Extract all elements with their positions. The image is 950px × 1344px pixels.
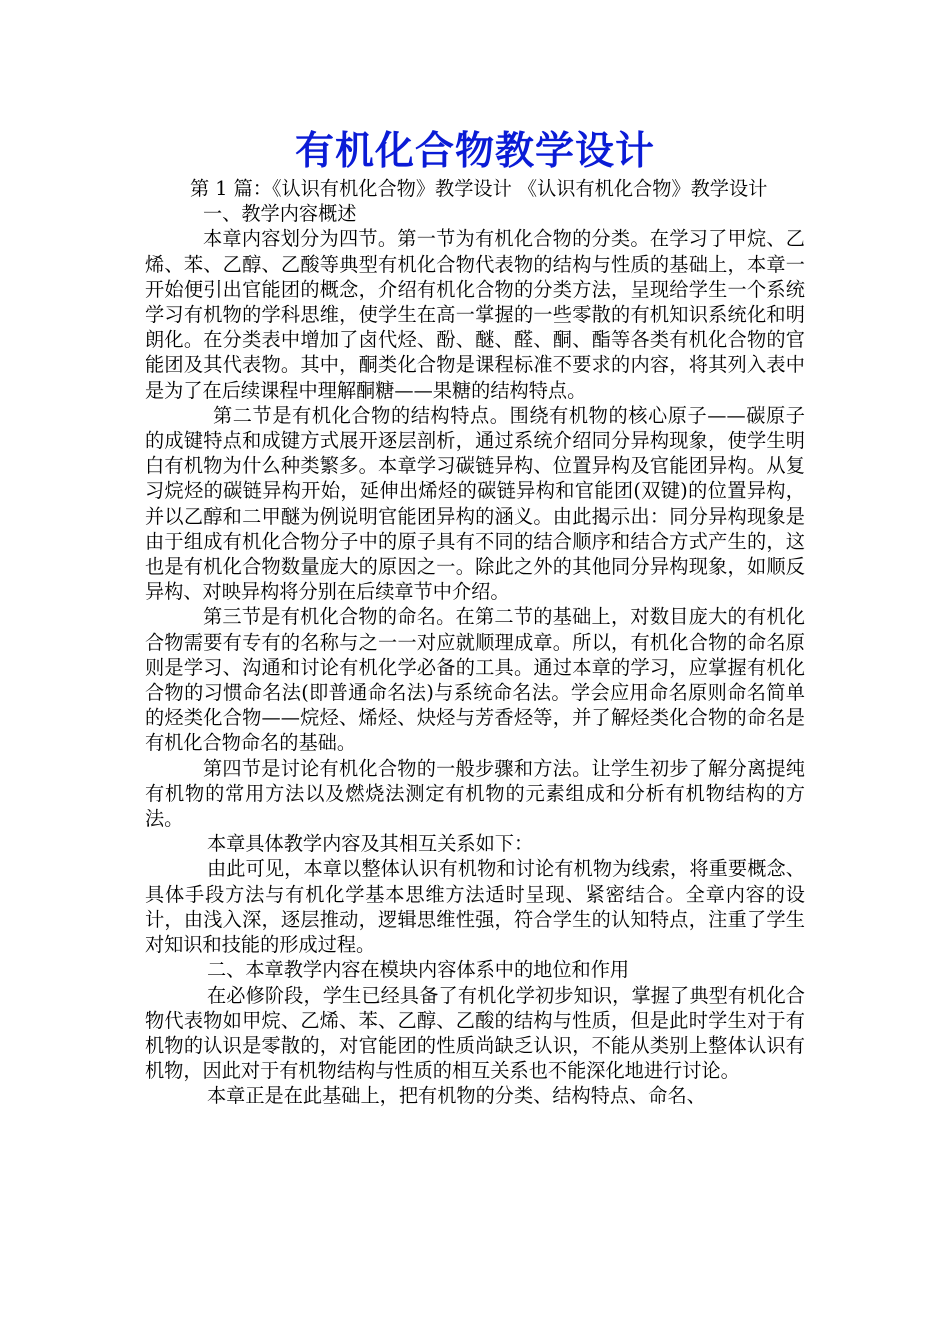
paragraph-section-one: 本章内容划分为四节。第一节为有机化合物的分类。在学习了甲烷、乙烯、苯、乙醇、乙酸等典型有机化合物代表物的结构与性质的基础上，本章一开始便引出官能团的概念，介绍有机化合物的分类方法，呈现给学生一个系统学习有机物的学科思维，使学生在高一掌握的一些零散的有机知识系统化和明朗化。在分类表中增加了卤代烃、酚、醚、醛、酮、酯等各类有机化合物的官能团及其代表物。其中，酮类化合物是课程标准不要求的内容，将其列入表中是为了在后续课程中理解酮糖——果糖的结构特点。 [145, 227, 805, 402]
document-title: 有机化合物教学设计 [294, 128, 655, 174]
paragraph-compulsory-stage: 在必修阶段，学生已经具备了有机化学初步知识，掌握了典型有机化合物代表物如甲烷、乙烯、苯、乙醇、乙酸的结构与性质，但是此时学生对于有机物的认识是零散的，对官能团的性质尚缺乏认识，不能从类别上整体认识有机物，因此对于有机物结构与性质的相互关系也不能深化地进行讨论。 [145, 983, 805, 1083]
paragraph-section-four: 第四节是讨论有机化合物的一般步骤和方法。让学生初步了解分离提纯有机物的常用方法以及燃烧法测定有机物的元素组成和分析有机物结构的方法。 [145, 756, 805, 831]
paragraph-section-three: 第三节是有机化合物的命名。在第二节的基础上，对数目庞大的有机化合物需要有专有的名称与之一一对应就顺理成章。所以，有机化合物的命名原则是学习、沟通和讨论有机化学必备的工具。通过本章的学习，应掌握有机化合物的习惯命名法(即普通命名法)与系统命名法。学会应用命名原则命名简单的烃类化合物——烷烃、烯烃、炔烃与芳香烃等，并了解烃类化合物的命名是有机化合物命名的基础。 [145, 605, 805, 755]
paragraph-relations-intro: 本章具体教学内容及其相互关系如下： [207, 832, 534, 856]
paragraph-section-two: 第二节是有机化合物的结构特点。围绕有机物的核心原子——碳原子的成键特点和成键方式展开逐层剖析，通过系统介绍同分异构现象，使学生明白有机物为什么种类繁多。本章学习碳链异构、位置异构及官能团异构。从复习烷烃的碳链异构开始，延伸出烯烃的碳链异构和官能团(双键)的位置异构，并以乙醇和二甲醚为例说明官能团异构的涵义。由此揭示出：同分异构现象是由于组成有机化合物分子中的原子具有不同的结合顺序和结合方式产生的，这也是有机化合物数量庞大的原因之一。除此之外的其他同分异构现象，如顺反异构、对映异构将分别在后续章节中介绍。 [145, 403, 805, 604]
paragraph-summary: 由此可见，本章以整体认识有机物和讨论有机物为线索，将重要概念、具体手段方法与有机化学基本思维方法适时呈现、紧密结合。全章内容的设计，由浅入深，逐层推动，逻辑思维性强，符合学生的认知特点，注重了学生对知识和技能的形成过程。 [145, 857, 805, 957]
paragraph-heading-line: 第 1 篇：《认识有机化合物》教学设计 《认识有机化合物》教学设计 [190, 177, 768, 200]
section-heading-overview: 一、教学内容概述 [203, 202, 357, 226]
paragraph-chapter-basis: 本章正是在此基础上，把有机物的分类、结构特点、命名、 [207, 1084, 706, 1108]
document-page [145, 126, 805, 1109]
section-heading-role: 二、本章教学内容在模块内容体系中的地位和作用 [207, 958, 630, 982]
